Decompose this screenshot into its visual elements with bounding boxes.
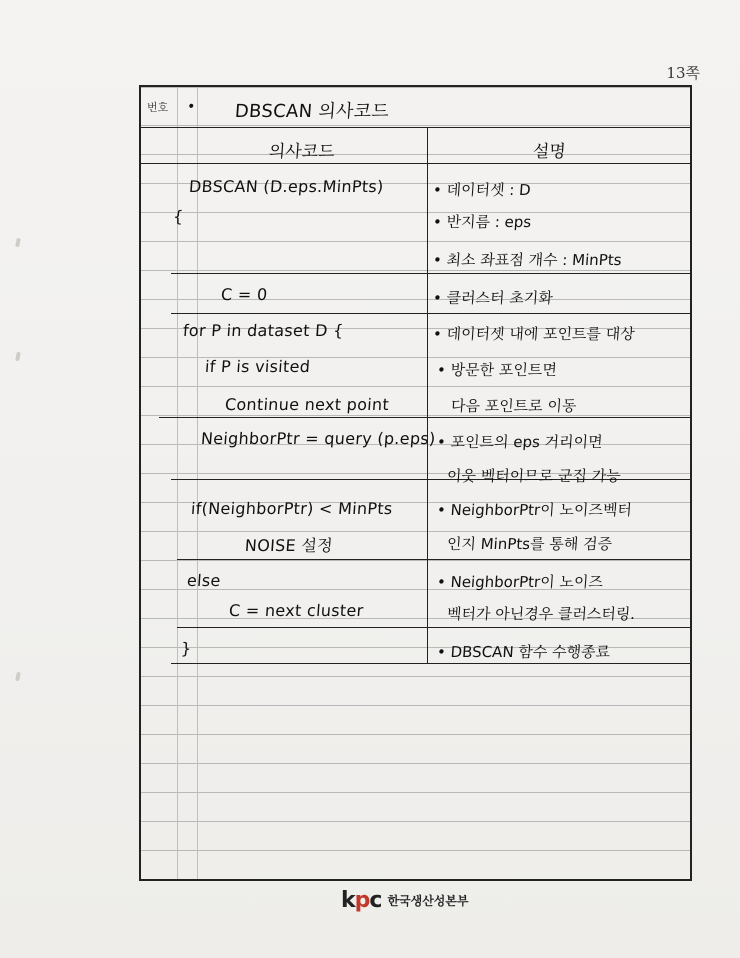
explanation-line: • 반지름 : eps — [432, 213, 532, 231]
explanation-line: • 최소 좌표점 개수 : MinPts — [432, 251, 623, 269]
section-divider — [159, 417, 690, 418]
kpc-logo — [341, 888, 469, 913]
column-header-divider — [141, 163, 690, 164]
section-divider — [171, 273, 690, 274]
kpc-wordmark: kpc — [341, 888, 382, 913]
code-line: if(NeighborPtr) < MinPts — [190, 499, 394, 518]
explanation-line: • NeighborPtr이 노이즈 — [436, 573, 604, 591]
code-line: C = next cluster — [228, 601, 365, 620]
pseudocode-column-header: 의사코드 — [268, 142, 336, 162]
code-line: else — [186, 571, 222, 590]
explanation-line: • 포인트의 eps 거리이면 — [436, 433, 604, 451]
title-bullet: • — [186, 99, 197, 115]
explanation-line: 인지 MinPts를 통해 검증 — [446, 535, 613, 553]
page-number: 13쪽 — [666, 64, 700, 82]
explanation-line: • 방문한 포인트면 — [436, 361, 558, 379]
section-divider — [171, 313, 690, 314]
explanation-column-header: 설명 — [532, 142, 567, 162]
code-line: for P in dataset D { — [182, 321, 345, 340]
code-line: NeighborPtr = query (p.eps) — [200, 429, 437, 448]
header-divider — [141, 127, 690, 128]
page-title: DBSCAN 의사코드 — [234, 101, 390, 122]
code-line: { — [172, 207, 185, 226]
explanation-line: • DBSCAN 함수 수행종료 — [436, 643, 611, 661]
explanation-line: • 클러스터 초기화 — [432, 289, 554, 307]
explanation-line: • 데이터셋 : D — [432, 181, 532, 199]
column-divider — [427, 127, 428, 663]
explanation-line: • 데이터셋 내에 포인트를 대상 — [432, 325, 636, 343]
lined-note-grid — [139, 85, 692, 881]
section-divider — [177, 627, 690, 628]
code-line: } — [180, 639, 193, 658]
organization-name: 한국생산성본부 — [387, 894, 469, 908]
explanation-line: 다음 포인트로 이동 — [450, 397, 578, 415]
code-line: DBSCAN (D.eps.MinPts) — [188, 177, 385, 196]
margin-line — [197, 87, 198, 879]
section-divider — [171, 663, 690, 664]
explanation-line: 이웃 벡터이므로 군집 가능 — [446, 467, 622, 485]
code-line: C = 0 — [220, 285, 269, 304]
code-line: if P is visited — [204, 357, 311, 376]
explanation-line: • NeighborPtr이 노이즈벡터 — [436, 501, 633, 519]
explanation-line: 벡터가 아닌경우 클러스터링. — [446, 605, 636, 623]
number-label: 번호 — [147, 101, 169, 114]
punch-mark — [15, 352, 21, 362]
margin-line — [177, 87, 178, 879]
code-line: Continue next point — [224, 395, 390, 414]
section-divider — [177, 559, 690, 560]
code-line: NOISE 설정 — [244, 536, 334, 555]
punch-mark — [15, 672, 21, 682]
punch-mark — [15, 238, 21, 248]
